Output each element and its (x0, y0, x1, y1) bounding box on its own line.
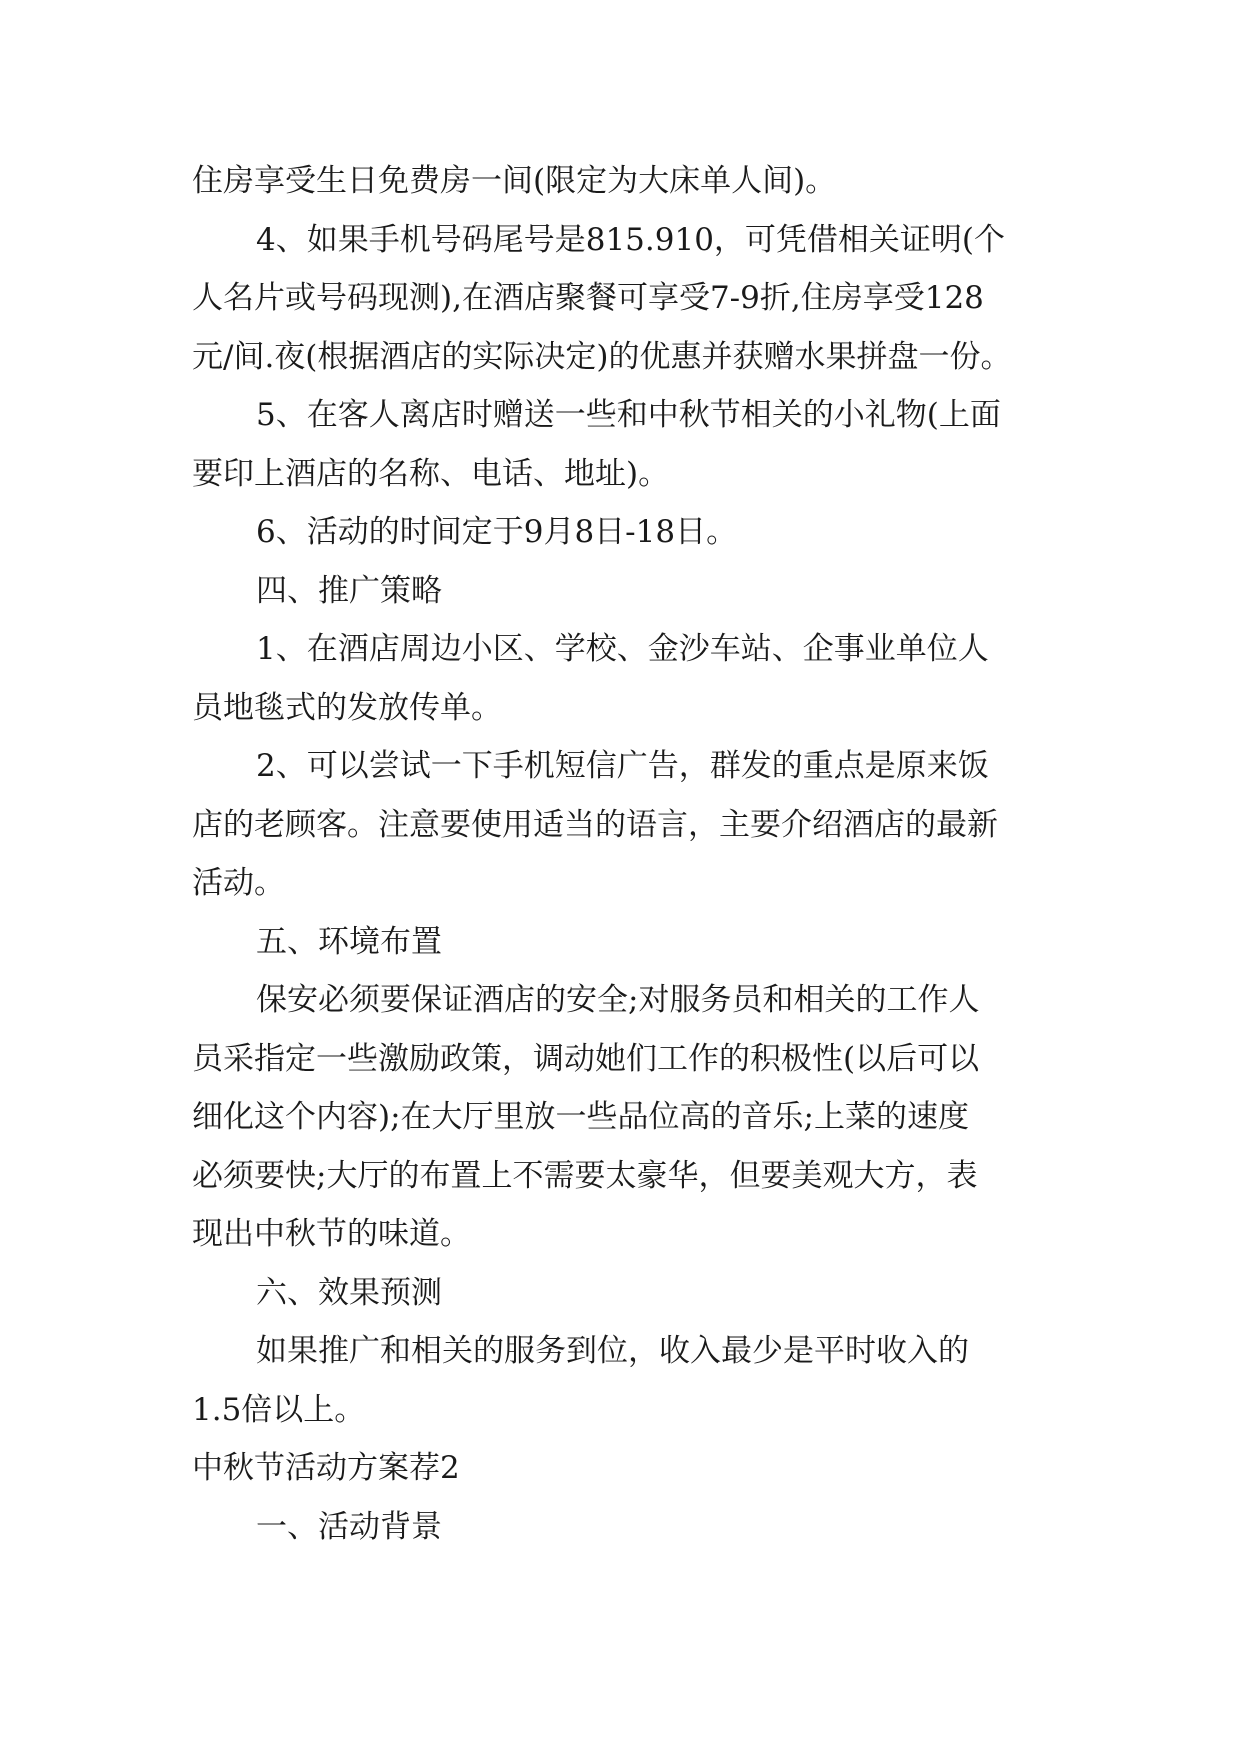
paragraph-line: 5、在客人离店时赠送一些和中秋节相关的小礼物(上面 (256, 397, 1001, 433)
document-title: 中秋节活动方案荐2 (192, 1450, 460, 1486)
paragraph-line: 1.5倍以上。 (192, 1391, 366, 1428)
section-heading: 六、效果预测 (256, 1274, 442, 1311)
paragraph-line: 6、活动的时间定于9月8日-18日。 (256, 514, 738, 550)
paragraph-line: 4、如果手机号码尾号是815.910，可凭借相关证明(个 (256, 221, 1006, 258)
section-heading: 一、活动背景 (256, 1508, 442, 1545)
paragraph-line: 保安必须要保证酒店的安全;对服务员和相关的工作人 (256, 982, 980, 1018)
paragraph-line: 员采指定一些激励政策，调动她们工作的积极性(以后可以 (192, 1040, 980, 1077)
paragraph-line: 如果推广和相关的服务到位，收入最少是平时收入的 (256, 1333, 969, 1369)
paragraph-line: 细化这个内容);在大厅里放一些品位高的音乐;上菜的速度 (192, 1099, 969, 1135)
paragraph-line: 元/间.夜(根据酒店的实际决定)的优惠并获赠水果拼盘一份。 (192, 338, 1012, 375)
paragraph-line: 住房享受生日免费房一间(限定为大床单人间)。 (192, 163, 837, 199)
paragraph-line: 人名片或号码现测),在酒店聚餐可享受7-9折,住房享受128 (192, 280, 984, 316)
paragraph-line: 2、可以尝试一下手机短信广告，群发的重点是原来饭 (256, 748, 989, 784)
section-heading: 四、推广策略 (256, 572, 442, 609)
paragraph-line: 员地毯式的发放传单。 (192, 689, 502, 726)
paragraph-line: 店的老顾客。注意要使用适当的语言，主要介绍酒店的最新 (192, 806, 998, 843)
section-heading: 五、环境布置 (256, 923, 442, 960)
paragraph-line: 要印上酒店的名称、电话、地址)。 (192, 455, 670, 492)
paragraph-line: 现出中秋节的味道。 (192, 1216, 471, 1252)
paragraph-line: 必须要快;大厅的布置上不需要太豪华，但要美观大方，表 (192, 1157, 978, 1194)
paragraph-line: 1、在酒店周边小区、学校、金沙车站、企事业单位人 (256, 631, 989, 667)
paragraph-line: 活动。 (192, 865, 285, 901)
document-body (192, 152, 1054, 1556)
